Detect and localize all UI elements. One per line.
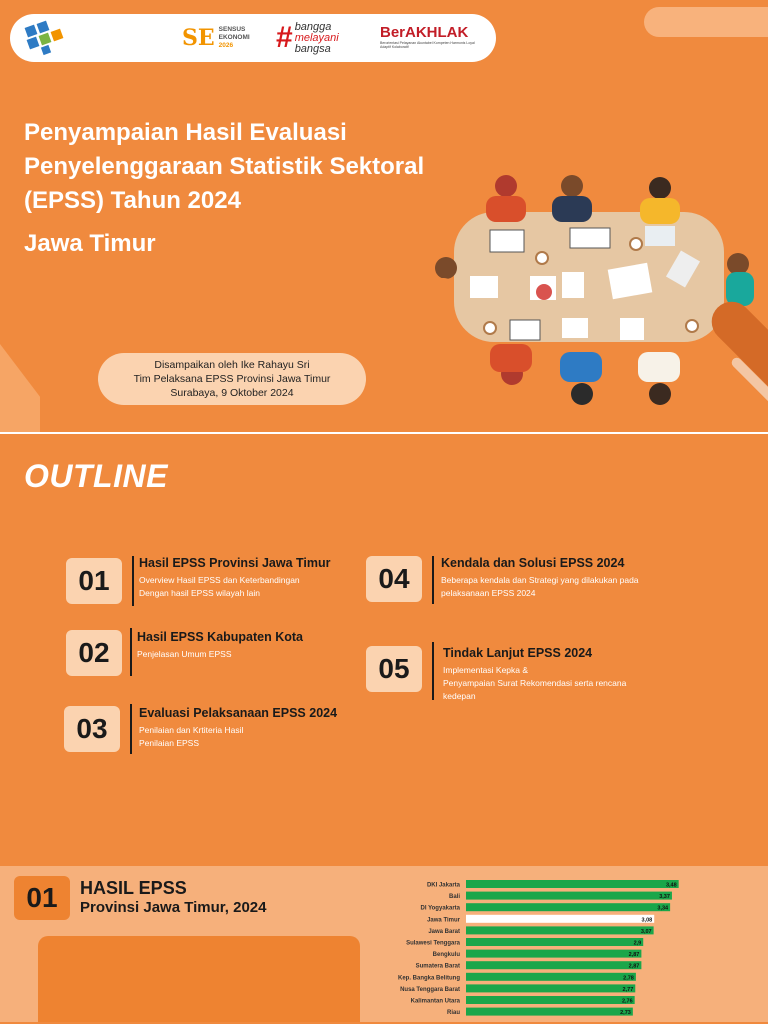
- bar: [466, 973, 636, 981]
- separator-line: [132, 556, 134, 606]
- presenter-line-1: Disampaikan oleh Ike Rahayu Sri: [154, 359, 310, 371]
- bangga-line-3: bangsa: [294, 42, 331, 55]
- bangga-melayani-logo: [276, 20, 339, 56]
- desc-line: Overview Hasil EPSS dan Keterbandingan: [139, 575, 300, 585]
- sensus-ekonomi-logo: [182, 22, 258, 54]
- bar: [466, 915, 654, 923]
- outline-number-03: 03: [64, 706, 120, 752]
- desc-line: Beberapa kendala dan Strategi yang dilakukan pada: [441, 575, 639, 585]
- title-line-1: Penyampaian Hasil Evaluasi: [24, 119, 347, 146]
- data-label: 2,78: [623, 975, 634, 982]
- data-label: 2,87: [628, 963, 640, 970]
- separator-line: [432, 642, 434, 700]
- data-label: 3,34: [657, 905, 669, 912]
- section-subheading: Provinsi Jawa Timur, 2024: [80, 899, 267, 916]
- outline-item-desc-02: [137, 648, 232, 661]
- category-label: Sulawesi Tenggara: [406, 940, 460, 947]
- category-label: Riau: [446, 1010, 460, 1017]
- outline-item-title-03: Evaluasi Pelaksanaan EPSS 2024: [139, 706, 338, 720]
- category-label: Kep. Bangka Belitung: [397, 975, 460, 982]
- decorative-shape: [0, 344, 40, 432]
- bangga-line-1: bangga: [294, 20, 332, 33]
- outline-number-04: 04: [366, 556, 422, 602]
- outline-item-desc-05: [443, 664, 626, 703]
- desc-line: pelaksanaan EPSS 2024: [441, 588, 536, 598]
- section-heading: HASIL EPSS: [80, 878, 187, 898]
- data-label: 2,73: [620, 1010, 631, 1017]
- berakhlak-logo: [380, 24, 480, 49]
- decorative-pill: [644, 7, 768, 37]
- bar: [466, 903, 670, 911]
- outline-number-01: 01: [66, 558, 122, 604]
- outline-item-desc-03: [139, 724, 243, 750]
- berakhlak-wordmark: BerAKHLAK: [380, 24, 469, 41]
- desc-line: Penilaian dan Krtiteria Hasil: [139, 725, 244, 735]
- data-label: 3,48: [665, 882, 677, 889]
- hash-icon: #: [276, 21, 293, 54]
- logo-bar: [10, 14, 496, 62]
- outline-number-02: 02: [66, 630, 122, 676]
- outline-item-title-02: Hasil EPSS Kabupaten Kota: [137, 630, 304, 644]
- outline-item-desc-04: [441, 574, 639, 600]
- presenter-line-3: Surabaya, 9 Oktober 2024: [170, 387, 294, 399]
- outline-item-title-01: Hasil EPSS Provinsi Jawa Timur: [139, 556, 331, 570]
- category-label: DI Yogyakarta: [420, 905, 460, 912]
- epss-bar-chart: [390, 878, 690, 1022]
- separator-line: [130, 628, 132, 676]
- berakhlak-tagline: Berorientasi Pelayanan Akuntabel Kompeten Harmonis Loyal Adaptif Kolaboratif: [380, 41, 475, 49]
- category-label: Bengkulu: [432, 952, 460, 959]
- title-line-2: Penyelenggaraan Statistik Sektoral: [24, 153, 425, 180]
- section-number: 01: [14, 876, 70, 920]
- category-label: Jawa Barat: [428, 928, 460, 935]
- separator-line: [432, 556, 434, 604]
- outline-item-title-04: Kendala dan Solusi EPSS 2024: [441, 556, 625, 570]
- outline-number-05: 05: [366, 646, 422, 692]
- sensus-line-2: EKONOMI: [218, 34, 250, 41]
- bar: [466, 1008, 633, 1016]
- category-label: Jawa Timur: [427, 917, 460, 924]
- desc-line: Implementasi Kepka &: [443, 665, 529, 675]
- bar: [466, 950, 641, 958]
- presenter-line-2: Tim Pelaksana EPSS Provinsi Jawa Timur: [133, 373, 331, 385]
- bar: [466, 926, 654, 934]
- separator-line: [130, 704, 132, 754]
- data-label: 2,9: [633, 940, 642, 947]
- bar: [466, 938, 643, 946]
- bar: [466, 880, 679, 888]
- meeting-table-illustration: [420, 168, 768, 432]
- sensus-line-3: 2026: [218, 42, 234, 49]
- category-label: Sumatera Barat: [415, 963, 460, 970]
- sensus-line-1: SENSUS: [218, 26, 246, 33]
- outline-heading: OUTLINE: [24, 458, 168, 494]
- data-label: 2,76: [621, 998, 633, 1005]
- desc-line: Penyampaian Surat Rekomendasi serta rencana: [443, 678, 627, 688]
- sensus-mark: SE: [182, 25, 215, 51]
- data-label: 2,87: [628, 952, 640, 959]
- outline-item-desc-01: [139, 574, 300, 600]
- outline-slide: [0, 434, 768, 866]
- bangga-line-2: melayani: [294, 31, 339, 44]
- category-label: DKI Jakarta: [426, 882, 460, 889]
- category-label: Bali: [448, 894, 460, 901]
- desc-line: Dengan hasil EPSS wilayah lain: [139, 588, 260, 598]
- region-subtitle: Jawa Timur: [24, 230, 156, 257]
- title-line-3: (EPSS) Tahun 2024: [24, 187, 241, 214]
- bar: [466, 961, 641, 969]
- outline-item-title-05: Tindak Lanjut EPSS 2024: [443, 646, 593, 660]
- desc-line: kedepan: [443, 691, 476, 701]
- desc-line: Penilaian EPSS: [139, 738, 200, 748]
- data-label: 3,37: [659, 894, 670, 901]
- presenter-box: [98, 353, 366, 405]
- bps-logo-icon: [22, 20, 70, 56]
- data-label: 3,08: [641, 917, 653, 924]
- bar: [466, 996, 635, 1004]
- data-label: 2,77: [622, 986, 634, 993]
- desc-line: Penjelasan Umum EPSS: [137, 649, 232, 659]
- bar: [466, 984, 635, 992]
- content-card: [38, 936, 360, 1022]
- results-slide: [0, 866, 768, 1022]
- data-label: 3,07: [640, 928, 652, 935]
- category-label: Kalimantan Utara: [410, 998, 460, 1005]
- bar: [466, 892, 672, 900]
- cover-slide: [0, 0, 768, 432]
- category-label: Nusa Tenggara Barat: [400, 986, 460, 993]
